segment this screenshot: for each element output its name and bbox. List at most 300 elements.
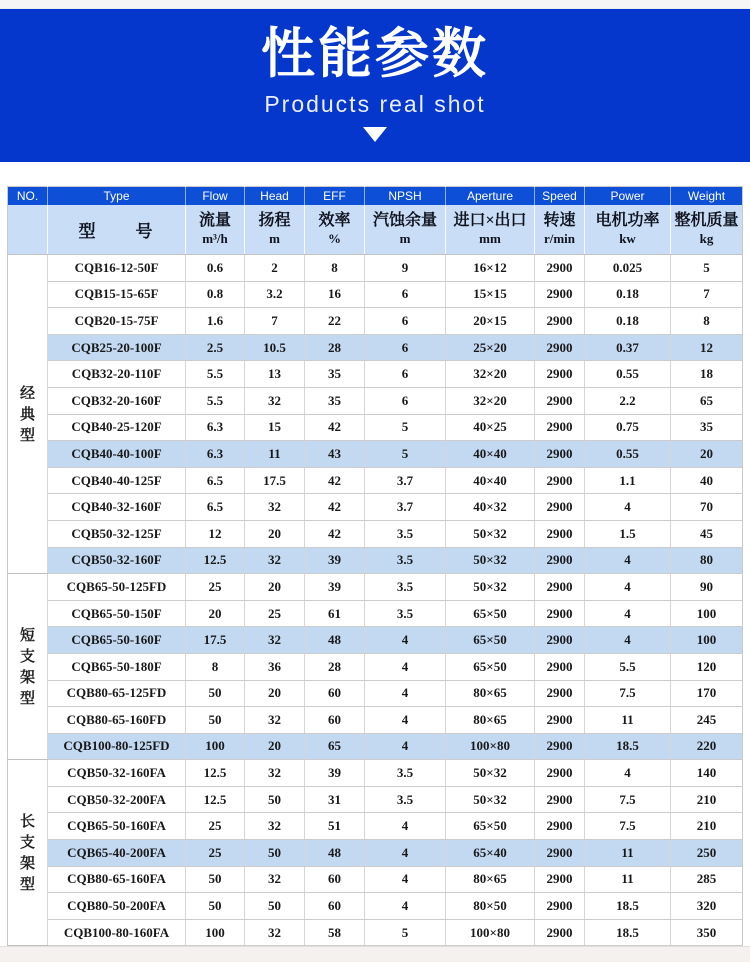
- value-cell: 2900: [535, 520, 585, 547]
- value-cell: 4: [585, 627, 671, 654]
- value-cell: 170: [671, 680, 743, 707]
- value-cell: 2900: [535, 866, 585, 893]
- value-cell: 13: [245, 361, 305, 388]
- value-cell: 245: [671, 707, 743, 734]
- value-cell: 42: [305, 494, 365, 521]
- value-cell: 39: [305, 760, 365, 787]
- value-cell: 0.37: [585, 334, 671, 361]
- value-cell: 2900: [535, 281, 585, 308]
- value-cell: 50: [186, 866, 245, 893]
- value-cell: 210: [671, 786, 743, 813]
- value-cell: 65: [305, 733, 365, 760]
- table-row: [8, 574, 743, 601]
- table-row: [8, 813, 743, 840]
- value-cell: 60: [305, 893, 365, 920]
- value-cell: 4: [365, 627, 446, 654]
- spec-table: [7, 186, 743, 946]
- row-group-cell: [8, 760, 48, 946]
- value-cell: 32: [245, 813, 305, 840]
- value-cell: 50×32: [446, 786, 535, 813]
- column-subheader-speed: [535, 205, 585, 255]
- value-cell: 20: [245, 680, 305, 707]
- value-cell: 2900: [535, 893, 585, 920]
- model-cell: CQB65-50-160FA: [48, 813, 186, 840]
- value-cell: 39: [305, 574, 365, 601]
- value-cell: 50: [245, 840, 305, 867]
- value-cell: 65×50: [446, 813, 535, 840]
- value-cell: 18: [671, 361, 743, 388]
- value-cell: 80×65: [446, 866, 535, 893]
- value-cell: 20: [186, 600, 245, 627]
- page-subtitle: Products real shot: [264, 91, 486, 118]
- value-cell: 17.5: [186, 627, 245, 654]
- model-cell: CQB50-32-200FA: [48, 786, 186, 813]
- value-cell: 7: [245, 308, 305, 335]
- model-cell: CQB80-65-125FD: [48, 680, 186, 707]
- model-cell: CQB32-20-160F: [48, 387, 186, 414]
- table-row: [8, 653, 743, 680]
- table-row: [8, 786, 743, 813]
- column-header-flow: Flow: [186, 187, 245, 205]
- value-cell: 25: [245, 600, 305, 627]
- value-cell: 48: [305, 840, 365, 867]
- value-cell: 2900: [535, 334, 585, 361]
- table-row: [8, 733, 743, 760]
- value-cell: 4: [365, 893, 446, 920]
- value-cell: 80×50: [446, 893, 535, 920]
- value-cell: 60: [305, 680, 365, 707]
- column-subheader-no: [8, 205, 48, 255]
- value-cell: 32: [245, 919, 305, 946]
- value-cell: 5: [365, 919, 446, 946]
- value-cell: 6.3: [186, 441, 245, 468]
- value-cell: 2900: [535, 547, 585, 574]
- value-cell: 2900: [535, 414, 585, 441]
- row-group-label: 长支架型: [19, 812, 35, 893]
- value-cell: 2900: [535, 600, 585, 627]
- value-cell: 2900: [535, 733, 585, 760]
- value-cell: 6: [365, 387, 446, 414]
- value-cell: 4: [365, 813, 446, 840]
- value-cell: 32: [245, 547, 305, 574]
- column-header-weight: Weight: [671, 187, 743, 205]
- value-cell: 8: [671, 308, 743, 335]
- model-cell: CQB65-50-125FD: [48, 574, 186, 601]
- row-group-label: 经典型: [19, 384, 35, 444]
- table-row: [8, 866, 743, 893]
- value-cell: 11: [585, 840, 671, 867]
- value-cell: 32×20: [446, 387, 535, 414]
- subheader-unit: r/min: [543, 231, 576, 247]
- value-cell: 6: [365, 334, 446, 361]
- value-cell: 5.5: [186, 387, 245, 414]
- model-cell: CQB40-40-125F: [48, 467, 186, 494]
- subheader-label: 电机功率: [595, 212, 660, 230]
- model-cell: CQB40-40-100F: [48, 441, 186, 468]
- value-cell: 7.5: [585, 813, 671, 840]
- value-cell: 210: [671, 813, 743, 840]
- value-cell: 5: [365, 414, 446, 441]
- value-cell: 32: [245, 707, 305, 734]
- table-row: [8, 494, 743, 521]
- value-cell: 36: [245, 653, 305, 680]
- value-cell: 16×12: [446, 255, 535, 282]
- model-cell: CQB100-80-125FD: [48, 733, 186, 760]
- value-cell: 50: [186, 893, 245, 920]
- column-subheader-weight: [671, 205, 743, 255]
- value-cell: 11: [585, 707, 671, 734]
- column-subheader-eff: [305, 205, 365, 255]
- table-row: [8, 919, 743, 946]
- value-cell: 320: [671, 893, 743, 920]
- subheader-unit: m: [399, 231, 411, 247]
- value-cell: 2900: [535, 361, 585, 388]
- value-cell: 42: [305, 520, 365, 547]
- value-cell: 35: [671, 414, 743, 441]
- value-cell: 1.6: [186, 308, 245, 335]
- column-subheader-power: [585, 205, 671, 255]
- model-cell: CQB65-50-150F: [48, 600, 186, 627]
- value-cell: 60: [305, 707, 365, 734]
- top-strip: [0, 0, 750, 9]
- value-cell: 60: [305, 866, 365, 893]
- value-cell: 65: [671, 387, 743, 414]
- value-cell: 5: [671, 255, 743, 282]
- value-cell: 4: [365, 707, 446, 734]
- value-cell: 3.5: [365, 786, 446, 813]
- value-cell: 6: [365, 308, 446, 335]
- value-cell: 2: [245, 255, 305, 282]
- model-cell: CQB80-50-200FA: [48, 893, 186, 920]
- value-cell: 0.6: [186, 255, 245, 282]
- subheader-label: 流量: [198, 212, 231, 230]
- value-cell: 4: [585, 574, 671, 601]
- model-cell: CQB50-32-160FA: [48, 760, 186, 787]
- column-header-head: Head: [245, 187, 305, 205]
- spec-table-wrap: [7, 186, 743, 946]
- value-cell: 10.5: [245, 334, 305, 361]
- value-cell: 31: [305, 786, 365, 813]
- model-cell: CQB16-12-50F: [48, 255, 186, 282]
- value-cell: 32: [245, 627, 305, 654]
- table-row: [8, 893, 743, 920]
- value-cell: 32: [245, 866, 305, 893]
- value-cell: 120: [671, 653, 743, 680]
- value-cell: 0.18: [585, 308, 671, 335]
- value-cell: 4: [365, 653, 446, 680]
- model-cell: CQB20-15-75F: [48, 308, 186, 335]
- table-row: [8, 467, 743, 494]
- model-cell: CQB40-25-120F: [48, 414, 186, 441]
- value-cell: 7.5: [585, 786, 671, 813]
- value-cell: 40×40: [446, 467, 535, 494]
- subheader-unit: m: [269, 231, 280, 247]
- value-cell: 100: [671, 627, 743, 654]
- table-row: [8, 627, 743, 654]
- value-cell: 15: [245, 414, 305, 441]
- value-cell: 18.5: [585, 893, 671, 920]
- value-cell: 3.5: [365, 520, 446, 547]
- table-row: [8, 600, 743, 627]
- value-cell: 50: [245, 893, 305, 920]
- value-cell: 4: [365, 680, 446, 707]
- value-cell: 25: [186, 840, 245, 867]
- value-cell: 2900: [535, 707, 585, 734]
- value-cell: 50×32: [446, 520, 535, 547]
- value-cell: 1.5: [585, 520, 671, 547]
- header-row-en: [8, 187, 743, 205]
- value-cell: 6.3: [186, 414, 245, 441]
- value-cell: 0.025: [585, 255, 671, 282]
- value-cell: 50: [186, 707, 245, 734]
- value-cell: 100×80: [446, 919, 535, 946]
- value-cell: 28: [305, 653, 365, 680]
- value-cell: 4: [585, 547, 671, 574]
- table-row: [8, 680, 743, 707]
- column-header-power: Power: [585, 187, 671, 205]
- value-cell: 20×15: [446, 308, 535, 335]
- value-cell: 16: [305, 281, 365, 308]
- subheader-unit: mm: [479, 231, 501, 247]
- value-cell: 43: [305, 441, 365, 468]
- value-cell: 8: [305, 255, 365, 282]
- value-cell: 2900: [535, 574, 585, 601]
- value-cell: 28: [305, 334, 365, 361]
- page-title: 性能参数: [261, 24, 489, 84]
- subheader-label: 整机质量: [674, 212, 739, 230]
- value-cell: 50×32: [446, 574, 535, 601]
- column-subheader-type: [48, 205, 186, 255]
- column-subheader-npsh: [365, 205, 446, 255]
- value-cell: 51: [305, 813, 365, 840]
- value-cell: 40×25: [446, 414, 535, 441]
- subheader-label: 效率: [318, 212, 351, 230]
- value-cell: 22: [305, 308, 365, 335]
- value-cell: 2900: [535, 653, 585, 680]
- model-cell: CQB80-65-160FA: [48, 866, 186, 893]
- value-cell: 32: [245, 494, 305, 521]
- value-cell: 32: [245, 387, 305, 414]
- table-row: [8, 760, 743, 787]
- value-cell: 18.5: [585, 919, 671, 946]
- value-cell: 18.5: [585, 733, 671, 760]
- value-cell: 2900: [535, 786, 585, 813]
- value-cell: 20: [245, 733, 305, 760]
- value-cell: 32: [245, 760, 305, 787]
- model-cell: CQB80-65-160FD: [48, 707, 186, 734]
- value-cell: 12: [671, 334, 743, 361]
- value-cell: 0.55: [585, 441, 671, 468]
- value-cell: 4: [585, 600, 671, 627]
- value-cell: 65×40: [446, 840, 535, 867]
- value-cell: 6: [365, 361, 446, 388]
- model-cell: CQB25-20-100F: [48, 334, 186, 361]
- value-cell: 50: [186, 680, 245, 707]
- subheader-unit: m³/h: [202, 231, 228, 247]
- column-subheader-head: [245, 205, 305, 255]
- value-cell: 4: [585, 494, 671, 521]
- subheader-label: 转速: [543, 212, 576, 230]
- value-cell: 12.5: [186, 786, 245, 813]
- table-row: [8, 441, 743, 468]
- value-cell: 80×65: [446, 707, 535, 734]
- value-cell: 100: [186, 919, 245, 946]
- bottom-strip: [0, 946, 750, 962]
- value-cell: 42: [305, 414, 365, 441]
- value-cell: 2.2: [585, 387, 671, 414]
- subheader-label: 进口×出口: [453, 212, 527, 230]
- column-header-eff: EFF: [305, 187, 365, 205]
- value-cell: 100×80: [446, 733, 535, 760]
- value-cell: 7: [671, 281, 743, 308]
- value-cell: 8: [186, 653, 245, 680]
- model-cell: CQB32-20-110F: [48, 361, 186, 388]
- value-cell: 48: [305, 627, 365, 654]
- value-cell: 40×32: [446, 494, 535, 521]
- value-cell: 3.5: [365, 600, 446, 627]
- value-cell: 17.5: [245, 467, 305, 494]
- value-cell: 2900: [535, 627, 585, 654]
- table-row: [8, 520, 743, 547]
- value-cell: 4: [365, 840, 446, 867]
- value-cell: 350: [671, 919, 743, 946]
- value-cell: 5: [365, 441, 446, 468]
- value-cell: 3.5: [365, 760, 446, 787]
- subheader-unit: kw: [619, 231, 636, 247]
- value-cell: 58: [305, 919, 365, 946]
- value-cell: 20: [245, 574, 305, 601]
- column-header-npsh: NPSH: [365, 187, 446, 205]
- value-cell: 0.18: [585, 281, 671, 308]
- value-cell: 2.5: [186, 334, 245, 361]
- value-cell: 2900: [535, 813, 585, 840]
- spacer: [0, 162, 750, 186]
- value-cell: 2900: [535, 308, 585, 335]
- value-cell: 0.55: [585, 361, 671, 388]
- value-cell: 80: [671, 547, 743, 574]
- value-cell: 4: [585, 760, 671, 787]
- value-cell: 6.5: [186, 494, 245, 521]
- value-cell: 20: [245, 520, 305, 547]
- value-cell: 50×32: [446, 547, 535, 574]
- value-cell: 90: [671, 574, 743, 601]
- value-cell: 5.5: [186, 361, 245, 388]
- value-cell: 4: [365, 866, 446, 893]
- value-cell: 3.7: [365, 467, 446, 494]
- value-cell: 50: [245, 786, 305, 813]
- value-cell: 12.5: [186, 760, 245, 787]
- row-group-label: 短支架型: [19, 626, 35, 707]
- value-cell: 15×15: [446, 281, 535, 308]
- value-cell: 285: [671, 866, 743, 893]
- table-row: [8, 361, 743, 388]
- value-cell: 25: [186, 813, 245, 840]
- value-cell: 2900: [535, 494, 585, 521]
- table-row: [8, 707, 743, 734]
- subheader-unit: kg: [699, 231, 714, 247]
- model-cell: CQB100-80-160FA: [48, 919, 186, 946]
- value-cell: 2900: [535, 840, 585, 867]
- subheader-label: 扬程: [258, 212, 291, 230]
- value-cell: 100: [186, 733, 245, 760]
- value-cell: 80×65: [446, 680, 535, 707]
- value-cell: 70: [671, 494, 743, 521]
- value-cell: 12: [186, 520, 245, 547]
- header-row-cn: [8, 205, 743, 255]
- value-cell: 11: [245, 441, 305, 468]
- value-cell: 6: [365, 281, 446, 308]
- value-cell: 2900: [535, 680, 585, 707]
- type-subheader-label: 型 号: [78, 221, 155, 241]
- column-header-type: Type: [48, 187, 186, 205]
- table-row: [8, 334, 743, 361]
- value-cell: 35: [305, 361, 365, 388]
- model-cell: CQB40-32-160F: [48, 494, 186, 521]
- value-cell: 3.5: [365, 574, 446, 601]
- value-cell: 61: [305, 600, 365, 627]
- value-cell: 3.2: [245, 281, 305, 308]
- value-cell: 65×50: [446, 600, 535, 627]
- value-cell: 40: [671, 467, 743, 494]
- value-cell: 2900: [535, 919, 585, 946]
- value-cell: 40×40: [446, 441, 535, 468]
- table-row: [8, 547, 743, 574]
- row-group-cell: [8, 255, 48, 574]
- value-cell: 4: [365, 733, 446, 760]
- subheader-unit: %: [328, 231, 341, 247]
- column-header-no: NO.: [8, 187, 48, 205]
- column-header-aperture: Aperture: [446, 187, 535, 205]
- value-cell: 2900: [535, 467, 585, 494]
- subheader-label: 汽蚀余量: [372, 212, 437, 230]
- value-cell: 20: [671, 441, 743, 468]
- value-cell: 3.5: [365, 547, 446, 574]
- row-group-cell: [8, 574, 48, 760]
- column-subheader-aperture: [446, 205, 535, 255]
- column-header-speed: Speed: [535, 187, 585, 205]
- column-subheader-flow: [186, 205, 245, 255]
- value-cell: 65×50: [446, 653, 535, 680]
- model-cell: CQB65-40-200FA: [48, 840, 186, 867]
- model-cell: CQB65-50-180F: [48, 653, 186, 680]
- value-cell: 220: [671, 733, 743, 760]
- value-cell: 32×20: [446, 361, 535, 388]
- model-cell: CQB50-32-125F: [48, 520, 186, 547]
- value-cell: 11: [585, 866, 671, 893]
- value-cell: 65×50: [446, 627, 535, 654]
- table-row: [8, 255, 743, 282]
- value-cell: 45: [671, 520, 743, 547]
- banner: [0, 9, 750, 162]
- table-body: [8, 255, 743, 946]
- value-cell: 6.5: [186, 467, 245, 494]
- value-cell: 9: [365, 255, 446, 282]
- value-cell: 12.5: [186, 547, 245, 574]
- value-cell: 0.8: [186, 281, 245, 308]
- value-cell: 7.5: [585, 680, 671, 707]
- value-cell: 100: [671, 600, 743, 627]
- value-cell: 0.75: [585, 414, 671, 441]
- value-cell: 35: [305, 387, 365, 414]
- value-cell: 140: [671, 760, 743, 787]
- value-cell: 25×20: [446, 334, 535, 361]
- model-cell: CQB65-50-160F: [48, 627, 186, 654]
- table-row: [8, 414, 743, 441]
- value-cell: 3.7: [365, 494, 446, 521]
- value-cell: 2900: [535, 441, 585, 468]
- value-cell: 2900: [535, 255, 585, 282]
- value-cell: 50×32: [446, 760, 535, 787]
